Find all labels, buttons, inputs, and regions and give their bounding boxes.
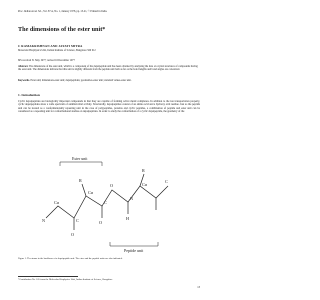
oxygen-label-1: O <box>71 232 75 237</box>
abstract-label: Abstract. <box>18 65 29 68</box>
affiliation: Molecular Biophysics Unit, Indian Institute of Science, Bangalore 560 012 <box>18 49 96 52</box>
calpha-label-3: Cα <box>142 182 147 187</box>
carbon-label-2: C <box>104 200 107 205</box>
figure-caption: Figure 1. The atoms in the backbone of a depsipeptide unit. The ester and the peptide units are also indicated. <box>18 257 123 260</box>
calpha-label-2: Cα <box>88 190 93 195</box>
authors: C RAMAKRISHNAN AND JAYATI MITRA <box>18 44 83 48</box>
r-label-1: R <box>79 178 82 183</box>
ester-unit-label: Ester unit <box>72 156 88 161</box>
paper-title: The dimensions of the ester unit* <box>18 26 106 33</box>
keywords-label: Keywords. <box>18 79 30 82</box>
backbone-figure <box>40 152 176 256</box>
peptide-unit-label: Peptide unit <box>124 248 144 253</box>
footnote: *Contribution No. 105 from the Molecular Biophysics Unit, Indian Institute of Science, Bangalore. <box>18 278 113 281</box>
page-number: 13 <box>197 286 200 289</box>
received-dates: MS received 31 May 1977; revised 16 December 1977 <box>18 59 75 62</box>
footnote-divider <box>18 276 78 277</box>
oxygen-label-2: O <box>99 220 103 225</box>
c-terminus-label: C <box>165 179 168 184</box>
body-paragraph: Cyclic depsipeptides are biologically important compounds in that they are capable of forming active metal complexes. In addition to the ion transportation property, cyclic depsipeptides show a wide spectrum of antimicrobial activity. Structurally, depsipeptides consist of an amino acid and a hydroxy acid residue. Just as the peptide unit can be treated as a conformationally repeating unit in the case of polypeptides, proteins and cyclic peptides, a combination of peptide and ester unit can be considered as a repeating unit for conformational studies on depsipeptides. In order to study the conformation of a cyclic depsipeptide, the geometry of the <box>18 100 200 114</box>
abstract-text: The dimensions of the ester unit, which is a component of the depsipeptide unit has been obtained by analysing the data on crystal structures of compounds having the ester unit. The dimensions indicate that this unit is slightly different from the peptide unit both as far as the bond lengths and bond angles are concerned. <box>18 65 198 72</box>
ester-oxygen-label: O <box>110 183 114 188</box>
journal-citation: Proc. Indian Acad. Sci., Vol. 87 A, No. 1, January 1978, pp. 13-21, © Printed in India. <box>18 10 108 13</box>
abstract <box>18 65 200 71</box>
r-label-2: R <box>142 168 145 173</box>
section-heading: 1. Introduction <box>18 93 40 97</box>
carbon-label-1: C <box>76 218 79 223</box>
keywords-text: Ester unit; dimensions-ester unit; depsipeptides; geometries-ester unit; standard values-ester unit. <box>30 79 132 82</box>
nitrogen-label: N <box>130 196 134 201</box>
hydrogen-label: H <box>126 216 130 221</box>
keywords <box>18 79 200 82</box>
n-terminus-label: N <box>42 218 46 223</box>
calpha-label-1: Cα <box>54 200 59 205</box>
